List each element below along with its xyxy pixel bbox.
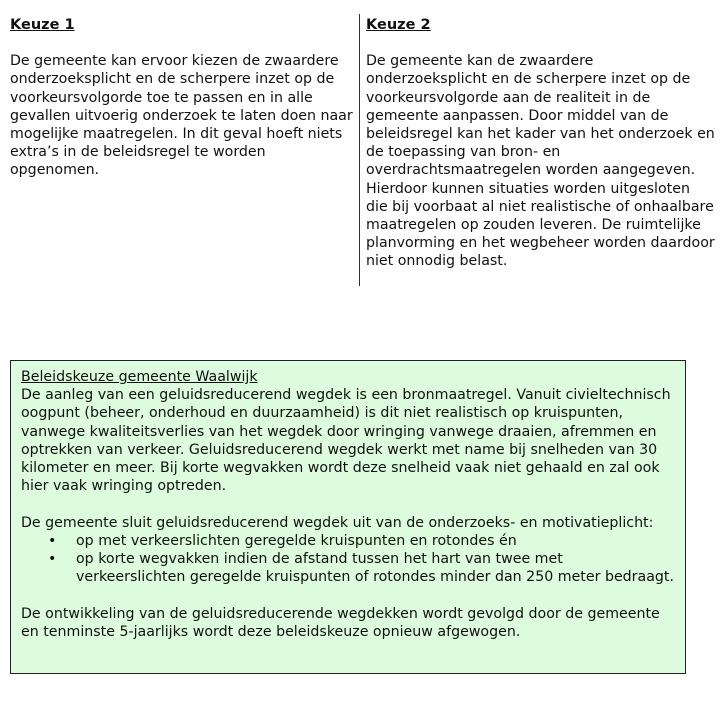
policy-paragraph-1: De aanleg van een geluidsreducerend wegdek is een bronmaatregel. Vanuit civieltechnisch oogpunt (beheer, onderhoud en duurzaamheid) is dit niet realistisch op kruispunten, vanwege kwaliteitsverlies van het wegdek door wringing vanwege draaien, afremmen en optrekken van verkeer. Geluidsreducerend wegdek werkt met name bij snelheden van 30 kilometer en meer. Bij korte wegvakken wordt deze snelheid vaak niet gehaald en zal ook hier vaak wringing optreden. <box>21 387 671 495</box>
choice-1-column <box>10 16 355 180</box>
policy-paragraph-3: De ontwikkeling van de geluidsreducerende wegdekken wordt gevolgd door de gemeente en tenminste 5-jaarlijks wordt deze beleidskeuze opnieuw afgewogen. <box>21 605 660 640</box>
policy-bullet-list <box>21 532 675 587</box>
choice-1-body: De gemeente kan ervoor kiezen de zwaardere onderzoeksplicht en de scherpere inzet op de voorkeursvolgorde toe te passen en in alle gevallen uitvoerig onderzoek te laten doen naar mogelijke maatregelen. In dit geval hoeft niets extra’s in de beleidsregel te worden opgenomen. <box>10 53 353 179</box>
policy-title: Beleidskeuze gemeente Waalwijk <box>21 369 258 385</box>
choice-2-body: De gemeente kan de zwaardere onderzoeksplicht en de scherpere inzet op de voorkeursvolgorde aan de realiteit in de gemeente aanpassen. Door middel van de beleidsregel kan het kader van het onderzoek en de toepassing van bron- en overdrachtsmaatregelen worden aangegeven. Hierdoor kunnen situaties worden uitgesloten die bij voorbaat al niet realistische of onhaalbare maatregelen op zouden leveren. De ruimtelijke planvorming en het wegbeheer worden daardoor niet onnodig belast. <box>366 53 715 270</box>
column-divider <box>359 14 360 286</box>
choice-2-heading: Keuze 2 <box>366 17 431 33</box>
list-item <box>21 532 675 550</box>
bullet-icon: • <box>48 551 57 568</box>
policy-paragraph-2: De gemeente sluit geluidsreducerend wegdek uit van de onderzoeks- en motivatieplicht: <box>21 514 654 531</box>
policy-box <box>10 360 686 674</box>
bullet-text: op met verkeerslichten geregelde kruispunten en rotondes én <box>76 532 517 549</box>
list-item <box>21 550 675 586</box>
bullet-icon: • <box>48 532 57 549</box>
choice-2-column <box>366 16 716 271</box>
choice-1-heading: Keuze 1 <box>10 17 75 33</box>
bullet-text: op korte wegvakken indien de afstand tussen het hart van twee met verkeerslichten geregelde kruispunten of rotondes minder dan 250 meter bedraagt. <box>76 551 674 586</box>
